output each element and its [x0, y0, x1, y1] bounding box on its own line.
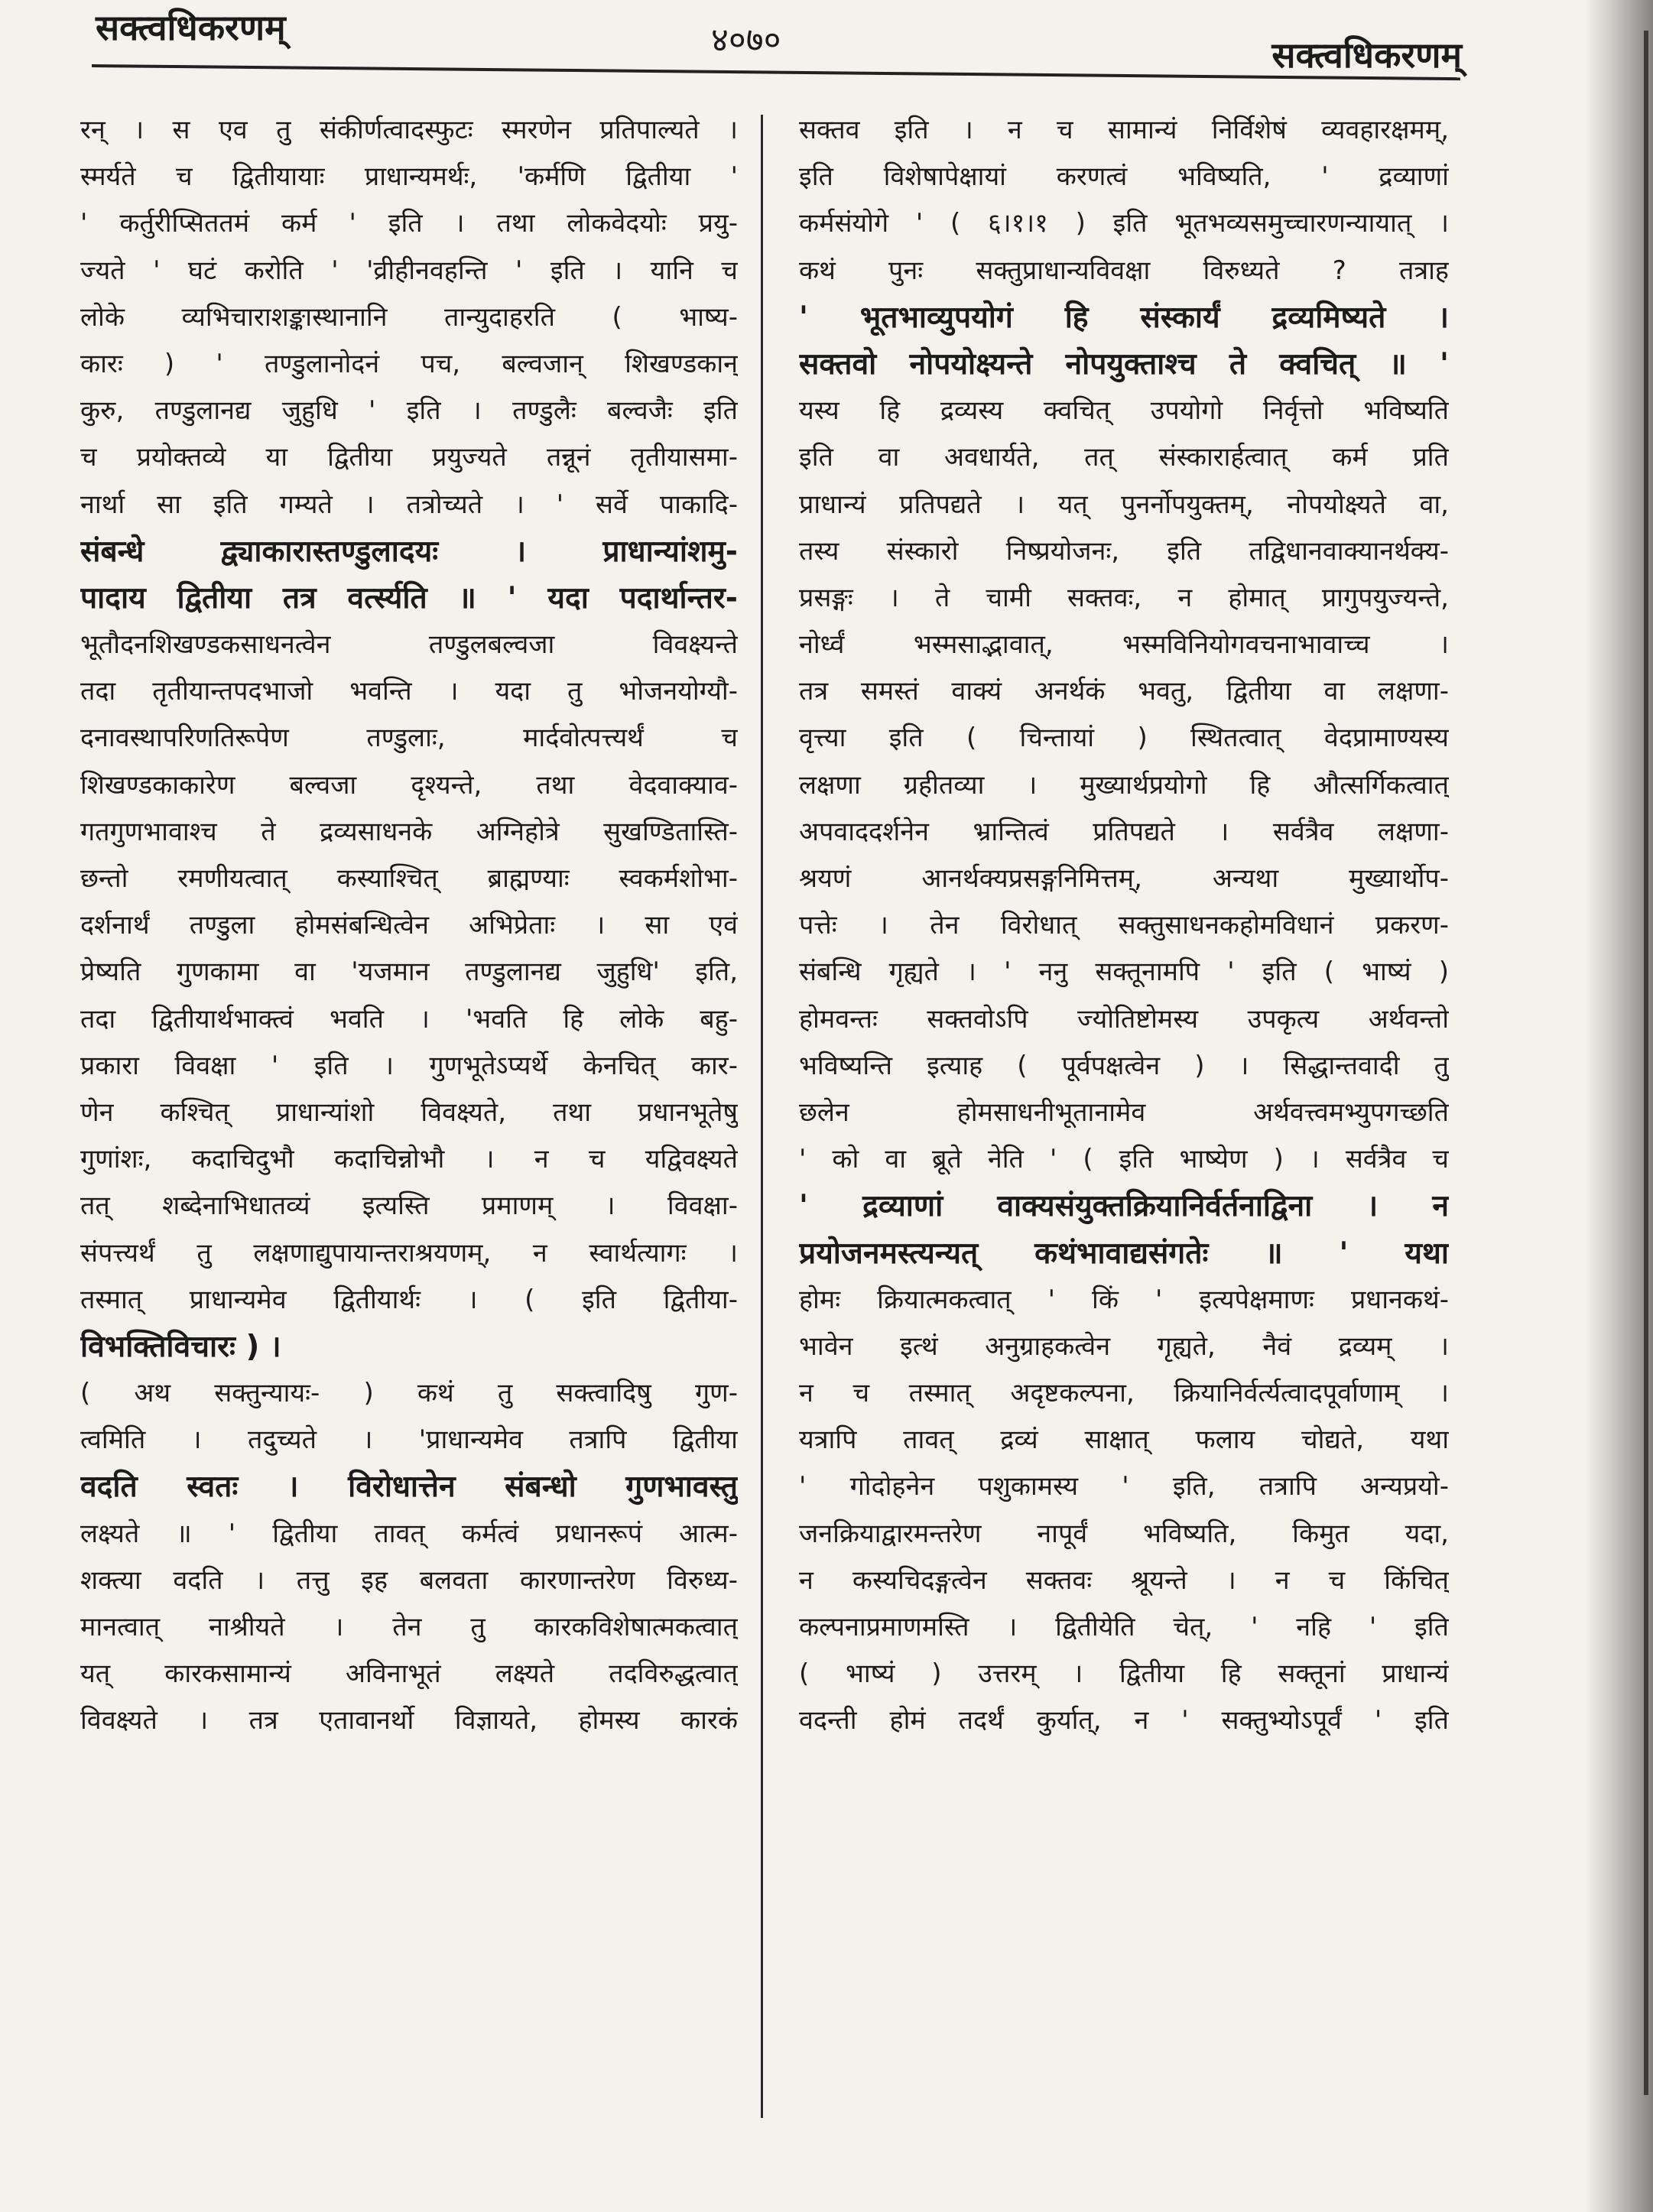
- left-column-line: भूतौदनशिखण्डकसाधनत्वेन तण्डुलबल्वजा विवक्ष्यन्ते: [80, 629, 738, 661]
- left-column-line: च प्रयोक्तव्ये या द्वितीया प्रयुज्यते तन्नूनं तृतीयासमा-: [80, 442, 738, 473]
- left-column-line: छन्तो रमणीयत्वात् कस्याश्चित् ब्राह्मण्याः स्वकर्मशोभा-: [80, 863, 738, 894]
- right-column-line: होमः क्रियात्मकत्वात् ' किं ' इत्यपेक्षमाणः प्रधानकथं-: [799, 1284, 1449, 1315]
- right-column-line: तस्य संस्कारो निष्प्रयोजनः, इति तद्विधानवाक्यानर्थक्य-: [799, 535, 1449, 567]
- right-column-line: कथं पुनः सक्तुप्राधान्यविवक्षा विरुध्यते ? तत्राह: [799, 255, 1449, 286]
- right-column-line: भविष्यन्ति इत्याह ( पूर्वपक्षत्वेन ) । सिद्धान्तवादी तु: [799, 1050, 1449, 1081]
- left-column-line: स्मर्यते च द्वितीयायाः प्राधान्यमर्थः, 'कर्मणि द्वितीया ': [80, 161, 738, 193]
- left-column-line: शक्त्या वदति । तत्तु इह बलवता कारणान्तरेण विरुध्य-: [80, 1564, 738, 1596]
- left-column-line: संबन्धे द्व्याकारास्तण्डुलादयः । प्राधान्यांशमु-: [80, 534, 738, 569]
- left-column-line: विभक्तिविचारः ) ।: [80, 1329, 281, 1364]
- right-column-line: ' भूतभाव्युपयोगं हि संस्कार्यं द्रव्यमिष्यते ।: [799, 300, 1449, 335]
- right-column-line: श्रयणं आनर्थक्यप्रसङ्गनिमित्तम्, अन्यथा मुख्यार्थोप-: [799, 863, 1449, 894]
- left-column-line: संपत्त्यर्थं तु लक्षणाद्युपायान्तराश्रयणम्, न स्वार्थत्यागः ।: [80, 1237, 738, 1268]
- right-column-line: जनक्रियाद्वारमन्तरेण नापूर्वं भविष्यति, किमुत यदा,: [799, 1518, 1449, 1549]
- right-column-line: पत्तेः । तेन विरोधात् सक्तुसाधनकहोमविधानं प्रकरण-: [799, 910, 1449, 941]
- left-column-line: मानत्वात् नाश्रीयते । तेन तु कारकविशेषात्मकत्वात्: [80, 1612, 738, 1642]
- right-column-line: लक्षणा ग्रहीतव्या । मुख्यार्थप्रयोगो हि औत्सर्गिकत्वात्: [799, 769, 1449, 801]
- right-column-line: न कस्यचिदङ्गत्वेन सक्तवः श्रूयन्ते । न च किंचित्: [799, 1564, 1449, 1596]
- right-column-line: सक्तवो नोपयोक्ष्यन्ते नोपयुक्ताश्च ते क्वचित् ॥ ': [799, 346, 1449, 382]
- page-number: ४०७०: [711, 21, 781, 60]
- left-column-line: ' कर्तुरीप्सिततमं कर्म ' इति । तथा लोकवेदयोः प्रयु-: [80, 208, 738, 239]
- right-column-line: छलेन होमसाधनीभूतानामेव अर्थवत्त्वमभ्युपगच्छति: [799, 1096, 1449, 1128]
- right-column-line: होमवन्तः सक्तवोऽपि ज्योतिष्टोमस्य उपकृत्य अर्थवन्तो: [799, 1003, 1449, 1035]
- left-column-line: गतगुणभावाश्च ते द्रव्यसाधनके अग्निहोत्रे सुखण्डितास्ति-: [80, 816, 738, 847]
- left-column-line: वदति स्वतः । विरोधात्तेन संबन्धो गुणभावस्तु: [80, 1470, 738, 1505]
- right-column-line: भावेन इत्थं अनुग्राहकत्वेन गृह्यते, नैवं द्रव्यम् ।: [799, 1330, 1449, 1362]
- left-column-line: नार्था सा इति गम्यते । तत्रोच्यते । ' सर्वे पाकादि-: [80, 489, 738, 520]
- left-column-line: दर्शनार्थं तण्डुला होमसंबन्धित्वेन अभिप्रेताः । सा एवं: [80, 910, 738, 941]
- right-column-line: ( भाष्यं ) उत्तरम् । द्वितीया हि सक्तूनां प्राधान्यं: [799, 1658, 1449, 1690]
- right-column-line: नोर्ध्वं भस्मसाद्भावात्, भस्मविनियोगवचनाभावाच्च ।: [799, 629, 1449, 661]
- right-column-line: प्रयोजनमस्त्यन्यत् कथंभावाद्यसंगतेः ॥ ' यथा: [799, 1236, 1449, 1271]
- running-header-right: सक्त्वधिकरणम्: [1271, 34, 1462, 76]
- right-column-line: सक्तव इति । न च सामान्यं निर्विशेषं व्यवहारक्षमम्,: [799, 115, 1449, 145]
- left-column-line: कुरु, तण्डुलानद्य जुहुधि ' इति । तण्डुलैः बल्वजैः इति: [80, 395, 738, 427]
- left-column-line: यत् कारकसामान्यं अविनाभूतं लक्ष्यते तदविरुद्धत्वात्: [80, 1658, 738, 1690]
- right-column-line: वृत्त्या इति ( चिन्तायां ) स्थितत्वात् वेदप्रामाण्यस्य: [799, 723, 1449, 754]
- right-column-line: इति वा अवधार्यते, तत् संस्कारार्हत्वात् कर्म प्रति: [799, 442, 1449, 473]
- left-column-line: त्वमिति । तदुच्यते । 'प्राधान्यमेव तत्रापि द्वितीया: [80, 1424, 738, 1456]
- left-column-line: दनावस्थापरिणतिरूपेण तण्डुलाः, मार्दवोत्पत्त्यर्थं च: [80, 723, 738, 754]
- left-column-line: णेन कश्चित् प्राधान्यांशो विवक्ष्यते, तथा प्रधानभूतेषु: [80, 1096, 738, 1128]
- left-column-line: तस्मात् प्राधान्यमेव द्वितीयार्थः । ( इति द्वितीया-: [80, 1284, 738, 1315]
- left-column-line: तत् शब्देनाभिधातव्यं इत्यस्ति प्रमाणम् । विवक्षा-: [80, 1190, 738, 1222]
- page-edge-shadow: [1584, 0, 1653, 2212]
- left-column-line: लोके व्यभिचाराशङ्कास्थानानि तान्युदाहरति ( भाष्य-: [80, 301, 738, 333]
- right-column-line: ' गोदोहनेन पशुकामस्य ' इति, तत्रापि अन्यप्रयो-: [799, 1471, 1449, 1502]
- left-column: [80, 107, 738, 1745]
- left-column-line: कारः ) ' तण्डुलानोदनं पच, बल्वजान् शिखण्डकान्: [80, 348, 738, 379]
- left-column-line: लक्ष्यते ॥ ' द्वितीया तावत् कर्मत्वं प्रधानरूपं आत्म-: [80, 1518, 738, 1549]
- left-column-line: गुणांशः, कदाचिदुभौ कदाचिन्नोभौ । न च यद्विवक्ष्यते: [80, 1144, 738, 1175]
- right-column-line: कर्मसंयोगे ' ( ६।१।१ ) इति भूतभव्यसमुच्चारणन्यायात् ।: [799, 208, 1449, 239]
- left-column-line: ( अथ सक्तुन्यायः- ) कथं तु सक्त्वादिषु गुण-: [80, 1378, 738, 1409]
- left-column-line: पादाय द्वितीया तत्र वर्त्स्यति ॥ ' यदा पदार्थान्तर-: [80, 580, 738, 616]
- left-column-line: ज्यते ' घटं करोति ' 'व्रीहीनवहन्ति ' इति । यानि च: [80, 255, 738, 286]
- left-column-line: प्रकारा विवक्षा ' इति । गुणभूतेऽप्यर्थे केनचित् कार-: [80, 1050, 738, 1081]
- right-column-line: तत्र समस्तं वाक्यं अनर्थकं भवतु, द्वितीया वा लक्षणा-: [799, 676, 1449, 707]
- left-column-line: विवक्ष्यते । तत्र एतावानर्थो विज्ञायते, होमस्य कारकं: [80, 1705, 738, 1736]
- right-column-line: ' द्रव्याणां वाक्यसंयुक्तक्रियानिर्वर्तनाद्विना । न: [799, 1189, 1449, 1224]
- right-column-line: संबन्धि गृह्यते । ' ननु सक्तूनामपि ' इति ( भाष्यं ): [799, 957, 1449, 988]
- right-column: [799, 107, 1449, 1745]
- right-column-line: यस्य हि द्रव्यस्य क्वचित् उपयोगो निर्वृत्तो भविष्यति: [799, 395, 1449, 427]
- left-column-line: रन् । स एव तु संकीर्णत्वादस्फुटः स्मरणेन प्रतिपाल्यते ।: [80, 115, 738, 145]
- left-column-line: तदा द्वितीयार्थभाक्त्वं भवति । 'भवति हि लोके बहु-: [80, 1003, 738, 1035]
- right-column-line: कल्पनाप्रमाणमस्ति । द्वितीयेति चेत्, ' नहि ' इति: [799, 1612, 1449, 1642]
- header-rule: [92, 64, 1460, 80]
- left-column-line: शिखण्डकाकारेण बल्वजा दृश्यन्ते, तथा वेदवाक्याव-: [80, 769, 738, 801]
- right-column-line: वदन्ती होमं तदर्थं कुर्यात्, न ' सक्तुभ्योऽपूर्वं ' इति: [799, 1705, 1449, 1736]
- right-column-line: ' को वा ब्रूते नेति ' ( इति भाष्येण ) । सर्वत्रैव च: [799, 1144, 1449, 1175]
- right-column-line: न च तस्मात् अदृष्टकल्पना, क्रियानिर्वर्त्यत्वादपूर्वाणाम् ।: [799, 1378, 1449, 1409]
- right-column-line: प्राधान्यं प्रतिपद्यते । यत् पुनर्नोपयुक्तम्, नोपयोक्ष्यते वा,: [799, 489, 1449, 520]
- binding-edge: [1644, 31, 1648, 2095]
- left-column-line: तदा तृतीयान्तपदभाजो भवन्ति । यदा तु भोजनयोग्यौ-: [80, 676, 738, 707]
- right-column-line: अपवाददर्शनेन भ्रान्तित्वं प्रतिपद्यते । सर्वत्रैव लक्षणा-: [799, 816, 1449, 847]
- right-column-line: यत्रापि तावत् द्रव्यं साक्षात् फलाय चोद्यते, यथा: [799, 1424, 1449, 1456]
- column-divider: [761, 115, 763, 2118]
- right-column-line: इति विशेषापेक्षायां करणत्वं भविष्यति, ' द्रव्याणां: [799, 161, 1449, 193]
- right-column-line: प्रसङ्गः । ते चामी सक्तवः, न होमात् प्रागुपयुज्यन्ते,: [799, 582, 1449, 613]
- running-header-left: सक्त्वधिकरणम्: [96, 7, 286, 48]
- left-column-line: प्रेष्यति गुणकामा वा 'यजमान तण्डुलानद्य जुहुधि' इति,: [80, 957, 738, 988]
